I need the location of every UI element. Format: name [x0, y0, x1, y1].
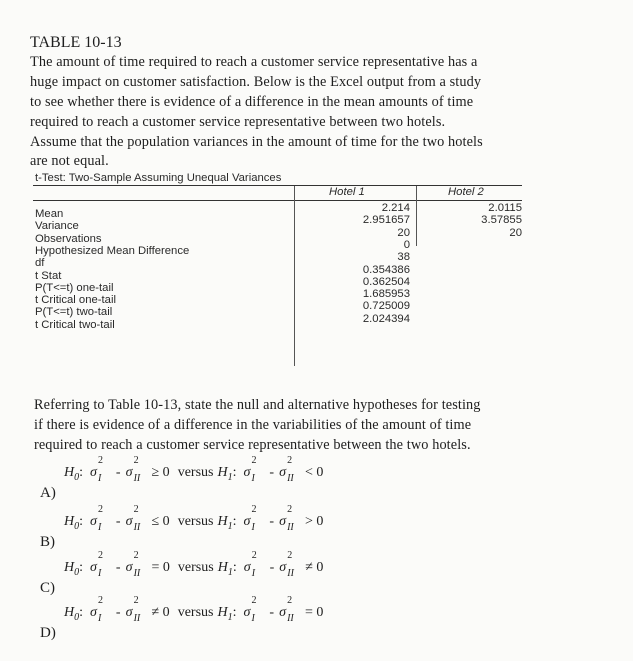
h1-symbol: H — [217, 514, 228, 529]
subscript: II — [133, 473, 141, 484]
sigma-symbol: σ — [279, 560, 287, 575]
excel-output-table — [33, 172, 522, 368]
superscript: 2 — [98, 595, 104, 606]
row-label: P(T<=t) one-tail — [35, 281, 114, 294]
subscript: I — [98, 568, 102, 579]
sigma-symbol: σ — [279, 465, 286, 480]
question-line: if there is evidence of a difference in the variabilities of the amount of time — [34, 417, 472, 433]
superscript: 2 — [98, 455, 104, 466]
minus-sign: - — [269, 560, 275, 575]
h1-subscript: 1 — [227, 611, 233, 623]
table-rule — [33, 200, 522, 201]
sigma-symbol: σ — [90, 514, 97, 529]
h0-subscript: 0 — [74, 611, 80, 623]
sigma-squared — [279, 595, 300, 624]
superscript: 2 — [251, 504, 257, 515]
hotel-1-value: 0.354386 — [362, 263, 410, 276]
sigma-symbol: σ — [243, 560, 251, 575]
sigma-symbol: σ — [243, 514, 251, 529]
row-label: t Critical one-tail — [35, 294, 116, 307]
sigma-symbol: σ — [125, 465, 133, 480]
superscript: 2 — [98, 504, 104, 515]
intro-line: huge impact on customer satisfaction. Below is the Excel output from a study — [30, 74, 482, 90]
subscript: I — [251, 522, 255, 533]
sigma-symbol: σ — [243, 465, 251, 480]
h1-relation: < 0 — [304, 465, 324, 480]
superscript: 2 — [133, 455, 139, 466]
sigma-squared — [125, 455, 147, 484]
option-letter: B) — [40, 534, 55, 550]
versus-label: versus — [177, 514, 214, 529]
sigma-squared — [90, 595, 111, 624]
subscript: I — [98, 473, 102, 484]
hotel-2-value: 20 — [509, 226, 522, 239]
sigma-symbol: σ — [125, 514, 133, 529]
h0-symbol: H — [64, 465, 75, 480]
subscript: II — [133, 613, 141, 624]
superscript: 2 — [251, 595, 257, 606]
sigma-squared — [279, 504, 300, 533]
h1-relation: = 0 — [304, 605, 324, 620]
h0-subscript: 0 — [74, 520, 80, 532]
sigma-squared — [125, 595, 147, 624]
colon: : — [232, 605, 237, 620]
option-letter: A) — [40, 485, 56, 501]
column-header-hotel-2: Hotel 2 — [448, 186, 484, 198]
h1-symbol: H — [217, 605, 228, 620]
sigma-squared — [243, 595, 264, 624]
superscript: 2 — [251, 550, 257, 561]
sigma-squared — [90, 455, 111, 484]
colon: : — [232, 514, 237, 529]
colon: : — [232, 465, 237, 480]
sigma-squared — [90, 550, 111, 579]
versus-label: versus — [177, 605, 214, 620]
h1-subscript: 1 — [227, 471, 233, 483]
column-header-hotel-1: Hotel 1 — [329, 186, 365, 198]
colon: : — [79, 514, 84, 529]
subscript: I — [251, 568, 256, 579]
subscript: II — [133, 568, 141, 579]
hotel-1-value: 2.214 — [381, 202, 410, 214]
option-letter: C) — [40, 580, 55, 596]
row-label: Hypothesized Mean Difference — [35, 244, 190, 257]
colon: : — [79, 560, 84, 575]
subscript: I — [98, 613, 102, 624]
intro-line: are not equal. — [30, 153, 109, 169]
minus-sign: - — [269, 514, 275, 529]
hotel-1-value: 2.951657 — [362, 214, 410, 227]
h0-relation: ≥ 0 — [151, 465, 170, 480]
hotel-1-value: 20 — [397, 226, 410, 239]
h0-relation: = 0 — [151, 560, 170, 575]
intro-line: Assume that the population variances in the amount of time for the two hotels — [30, 134, 483, 150]
versus-label: versus — [177, 560, 214, 575]
subscript: II — [133, 522, 141, 533]
superscript: 2 — [133, 550, 139, 561]
h1-symbol: H — [217, 560, 228, 575]
option-formula — [64, 455, 327, 484]
minus-sign: - — [115, 605, 121, 620]
h1-relation: > 0 — [304, 514, 324, 529]
h0-relation: ≠ 0 — [151, 605, 170, 620]
sigma-symbol: σ — [90, 560, 97, 575]
question-line: Referring to Table 10-13, state the null and alternative hypotheses for testing — [34, 397, 481, 413]
superscript: 2 — [251, 455, 257, 466]
sigma-squared — [243, 550, 265, 579]
sigma-squared — [125, 550, 147, 579]
sigma-squared — [90, 504, 111, 533]
superscript: 2 — [98, 550, 104, 561]
row-label: df — [35, 257, 45, 270]
versus-label: versus — [177, 465, 214, 480]
hotel-1-value: 0.725009 — [362, 300, 410, 313]
minus-sign: - — [115, 465, 121, 480]
sigma-symbol: σ — [90, 465, 97, 480]
hotel-1-value: 0.362504 — [362, 275, 410, 288]
sigma-squared — [125, 504, 147, 533]
sigma-squared — [243, 504, 264, 533]
option-formula — [64, 550, 327, 579]
colon: : — [79, 465, 84, 480]
sigma-symbol: σ — [125, 605, 133, 620]
subscript: II — [287, 568, 294, 579]
sigma-symbol: σ — [243, 605, 251, 620]
subscript: II — [287, 613, 294, 624]
option-formula — [64, 595, 327, 624]
excel-table-title: t-Test: Two-Sample Assuming Unequal Variances — [35, 172, 282, 184]
sigma-squared — [279, 455, 300, 484]
minus-sign: - — [115, 560, 121, 575]
superscript: 2 — [287, 504, 293, 515]
intro-line: required to reach a customer service representative between two hotels. — [30, 114, 446, 130]
row-label: t Stat — [35, 269, 62, 282]
superscript: 2 — [287, 455, 293, 466]
h0-symbol: H — [64, 605, 75, 620]
subscript: II — [287, 522, 294, 533]
option-letter: D) — [40, 625, 56, 641]
hotel-2-value: 2.0115 — [488, 202, 522, 214]
subscript: II — [287, 473, 294, 484]
minus-sign: - — [115, 514, 121, 529]
hotel-2-value: 3.57855 — [481, 214, 522, 227]
sigma-squared — [243, 455, 264, 484]
h1-relation: ≠ 0 — [305, 560, 324, 575]
colon: : — [232, 560, 237, 575]
h1-subscript: 1 — [227, 520, 233, 532]
h0-relation: ≤ 0 — [151, 514, 170, 529]
hotel-1-value: 38 — [397, 251, 410, 264]
subscript: I — [251, 473, 255, 484]
sigma-squared — [279, 550, 300, 579]
hotel-1-value: 2.024394 — [362, 312, 410, 325]
colon: : — [79, 605, 84, 620]
sigma-symbol: σ — [279, 605, 286, 620]
table-title: TABLE 10-13 — [30, 34, 122, 51]
row-label: Observations — [35, 232, 102, 245]
sigma-symbol: σ — [90, 605, 97, 620]
row-label: P(T<=t) two-tail — [35, 306, 113, 319]
sigma-symbol: σ — [125, 560, 133, 575]
superscript: 2 — [133, 504, 139, 515]
question-line: required to reach a customer service representative between the two hotels. — [34, 437, 471, 453]
minus-sign: - — [269, 605, 275, 620]
subscript: I — [98, 522, 102, 533]
h0-symbol: H — [64, 514, 75, 529]
h0-symbol: H — [64, 560, 75, 575]
row-label: Variance — [35, 220, 79, 233]
superscript: 2 — [287, 550, 293, 561]
row-label: t Critical two-tail — [35, 318, 115, 331]
subscript: I — [251, 613, 255, 624]
h1-subscript: 1 — [227, 566, 233, 578]
hotel-1-value: 1.685953 — [362, 288, 410, 301]
superscript: 2 — [287, 595, 293, 606]
sigma-symbol: σ — [279, 514, 286, 529]
h1-symbol: H — [217, 465, 228, 480]
h0-subscript: 0 — [74, 471, 80, 483]
intro-line: to see whether there is evidence of a difference in the mean amounts of time — [30, 94, 474, 110]
hotel-1-value: 0 — [403, 238, 410, 251]
option-formula — [64, 504, 327, 533]
h0-subscript: 0 — [74, 566, 80, 578]
superscript: 2 — [133, 595, 139, 606]
intro-line: The amount of time required to reach a customer service representative has a — [30, 54, 478, 70]
row-label: Mean — [35, 208, 64, 220]
minus-sign: - — [269, 465, 275, 480]
